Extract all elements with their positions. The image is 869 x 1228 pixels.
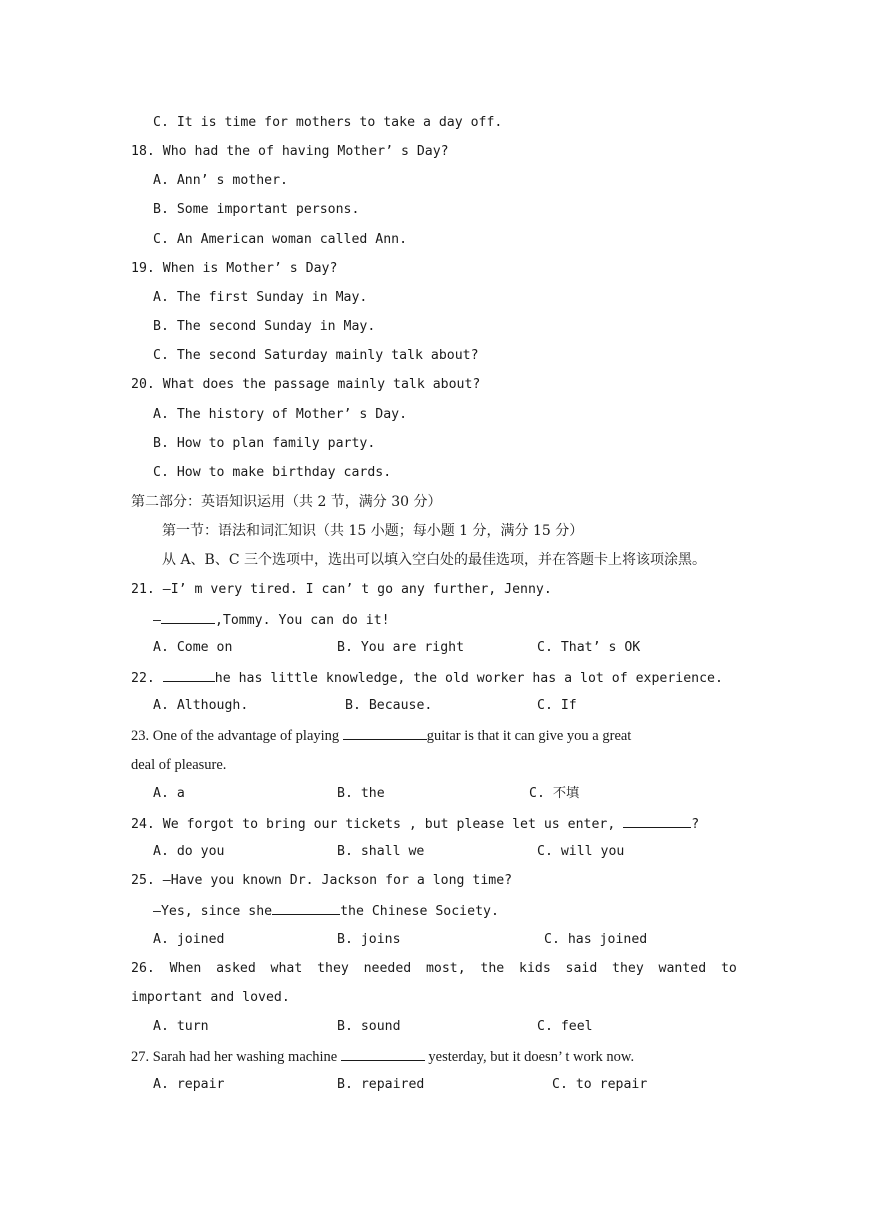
q23-text-before: 23. One of the advantage of playing (131, 728, 340, 744)
q26-question (131, 960, 737, 978)
q21-dash: — (153, 613, 161, 628)
section-instruction: 从 A、B、C 三个选项中，选出可以填入空白处的最佳选项，并在答题卡上将该项涂黑。 (162, 552, 707, 568)
q24-option-b: B. shall we (337, 844, 425, 859)
q23-blank (343, 726, 427, 740)
q23-text-after: guitar is that it can give you a great (426, 728, 632, 744)
q25-reply (153, 901, 499, 921)
q19-option-a: A. The first Sunday in May. (153, 290, 368, 305)
q26-continuation: important and loved. (131, 990, 290, 1005)
q26-word: they (317, 961, 349, 976)
part-two-heading: 第二部分：英语知识运用（共 2 节，满分 30 分） (131, 494, 442, 510)
q24-text-before: 24. We forgot to bring our tickets , but please let us enter, (131, 817, 616, 832)
q25-option-b: B. joins (337, 932, 401, 947)
q27-text-after: yesterday, but it doesn’ t work now. (428, 1049, 635, 1065)
q27-blank (341, 1047, 425, 1061)
q25-blank (272, 901, 340, 915)
q21-blank (161, 610, 215, 624)
q25-option-a: A. joined (153, 932, 225, 947)
q24-question (131, 814, 699, 834)
q26-word: wanted (658, 961, 707, 976)
q23-option-a: A. a (153, 786, 185, 801)
q19-option-b: B. The second Sunday in May. (153, 319, 376, 334)
q26-word: needed (363, 961, 412, 976)
q22-question (131, 668, 723, 688)
q26-word: When (169, 961, 202, 976)
q26-word: to (720, 961, 737, 976)
q26-word: what (270, 961, 303, 976)
q20-question: 20. What does the passage mainly talk about? (131, 377, 481, 392)
q26-word: 26. (131, 961, 155, 976)
q26-option-c: C. feel (537, 1019, 593, 1034)
q20-option-b: B. How to plan family party. (153, 436, 376, 451)
q24-text-after: ? (691, 817, 700, 832)
q21-reply (153, 610, 390, 630)
q26-word: they (612, 961, 644, 976)
q27-option-a: A. repair (153, 1077, 225, 1092)
q21-question: 21. —I’ m very tired. I can’ t go any further, Jenny. (131, 582, 552, 597)
q22-option-a: A. Although. (153, 698, 249, 713)
q25-text-before: —Yes, since she (153, 904, 273, 919)
q22-text: he has little knowledge, the old worker has a lot of experience. (214, 671, 723, 686)
q21-option-b: B. You are right (337, 640, 465, 655)
q22-number: 22. (131, 671, 155, 686)
q24-option-c: C. will you (537, 844, 625, 859)
q21-reply-text: ,Tommy. You can do it! (214, 613, 390, 628)
q23-option-b: B. the (337, 786, 385, 801)
q22-option-c: C. If (537, 698, 577, 713)
q17-option-c: C. It is time for mothers to take a day off. (153, 115, 503, 130)
q18-option-a: A. Ann’ s mother. (153, 173, 288, 188)
q26-option-a: A. turn (153, 1019, 209, 1034)
q22-option-b: B. Because. (345, 698, 433, 713)
q21-option-a: A. Come on (153, 640, 233, 655)
q23-option-c: C. 不填 (529, 786, 580, 801)
q18-question: 18. Who had the of having Mother’ s Day? (131, 144, 449, 159)
q18-option-c: C. An American woman called Ann. (153, 232, 408, 247)
q27-option-c: C. to repair (552, 1077, 648, 1092)
q23-continuation: deal of pleasure. (131, 757, 227, 773)
q26-option-b: B. sound (337, 1019, 401, 1034)
q26-word: said (565, 961, 598, 976)
q20-option-a: A. The history of Mother’ s Day. (153, 407, 408, 422)
q27-question (131, 1047, 634, 1066)
q25-question: 25. —Have you known Dr. Jackson for a long time? (131, 873, 513, 888)
q24-blank (623, 814, 691, 828)
section-one-heading: 第一节：语法和词汇知识（共 15 小题；每小题 1 分，满分 15 分） (162, 523, 584, 539)
q26-word: asked (216, 961, 256, 976)
q26-word: most, (425, 961, 466, 976)
q26-word: the (480, 961, 505, 976)
q21-option-c: C. That’ s OK (537, 640, 641, 655)
q19-option-c: C. The second Saturday mainly talk about? (153, 348, 479, 363)
q27-option-b: B. repaired (337, 1077, 425, 1092)
q27-text-before: 27. Sarah had her washing machine (131, 1049, 338, 1065)
q20-option-c: C. How to make birthday cards. (153, 465, 392, 480)
q22-blank (163, 668, 215, 682)
q18-option-b: B. Some important persons. (153, 202, 360, 217)
q25-option-c: C. has joined (544, 932, 648, 947)
q19-question: 19. When is Mother’ s Day? (131, 261, 338, 276)
q25-text-after: the Chinese Society. (340, 904, 499, 919)
q23-question (131, 726, 631, 745)
q24-option-a: A. do you (153, 844, 225, 859)
q26-word: kids (519, 961, 551, 976)
